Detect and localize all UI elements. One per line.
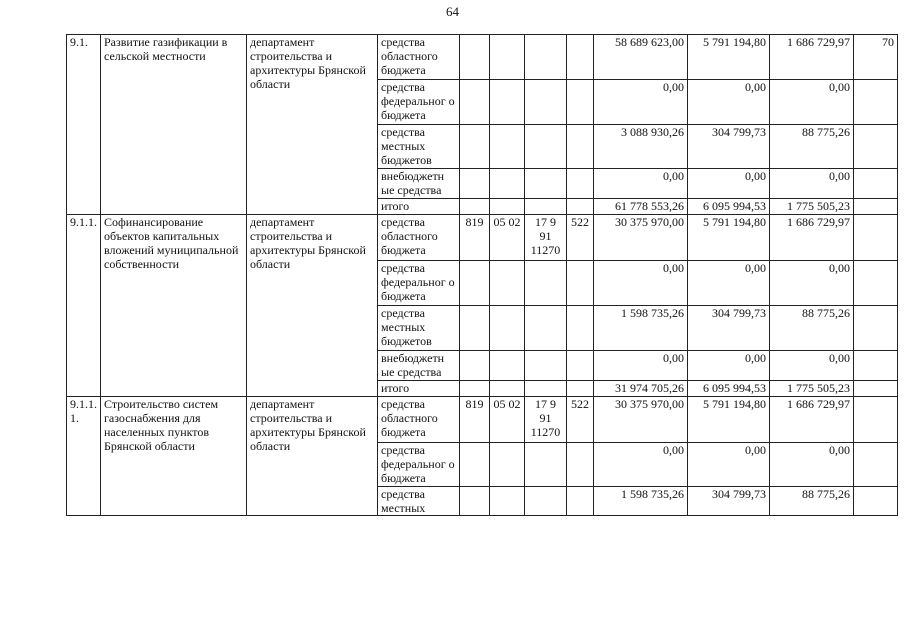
code-cell [460,381,490,397]
extra-cell [854,215,898,261]
code-cell [567,35,594,80]
code-cell [460,80,490,125]
item-executor: департамент строительства и архитектуры Брянской области [247,35,378,215]
amount-cell: 0,00 [770,351,854,381]
item-name: Софинансирование объектов капитальных вложений муниципальной собственности [101,215,247,397]
code-cell [525,80,567,125]
code-cell: 522 [567,397,594,443]
code-cell [567,351,594,381]
amount-cell: 31 974 705,26 [594,381,688,397]
extra-cell [854,351,898,381]
funding-source: средства местных [378,487,460,516]
code-cell [525,169,567,199]
code-cell [490,306,525,351]
item-number-line: 9.1.1. [70,397,97,411]
funding-source: средства федеральног о бюджета [378,80,460,125]
amount-cell: 1 686 729,97 [770,397,854,443]
item-name: Развитие газификации в сельской местности [101,35,247,215]
code-line: 11270 [530,243,561,257]
code-cell [525,381,567,397]
amount-cell: 5 791 194,80 [688,35,770,80]
code-cell [567,261,594,306]
code-cell [525,351,567,381]
extra-cell [854,397,898,443]
amount-cell: 0,00 [594,261,688,306]
code-cell [490,199,525,215]
extra-cell [854,306,898,351]
extra-cell [854,199,898,215]
extra-cell [854,443,898,487]
amount-cell: 5 791 194,80 [688,215,770,261]
code-cell [460,199,490,215]
code-cell [490,351,525,381]
funding-source: средства федеральног о бюджета [378,261,460,306]
amount-cell: 0,00 [594,443,688,487]
table-row [67,35,898,80]
code-cell [525,261,567,306]
amount-cell: 0,00 [770,261,854,306]
code-line: 17 9 91 [535,215,556,243]
amount-cell: 1 775 505,23 [770,381,854,397]
budget-table [66,34,898,516]
code-cell [567,443,594,487]
table-row [67,397,898,443]
amount-cell: 61 778 553,26 [594,199,688,215]
amount-cell: 58 689 623,00 [594,35,688,80]
funding-source: средства областного бюджета [378,397,460,443]
code-cell [567,125,594,169]
code-cell [525,125,567,169]
code-cell [567,487,594,516]
amount-cell: 304 799,73 [688,125,770,169]
amount-cell: 1 686 729,97 [770,215,854,261]
code-cell [490,443,525,487]
code-cell [525,199,567,215]
item-number: 9.1.1. [67,215,101,397]
amount-cell: 88 775,26 [770,125,854,169]
item-executor: департамент строительства и архитектуры Брянской области [247,215,378,397]
amount-cell: 30 375 970,00 [594,397,688,443]
code-cell [525,215,567,261]
amount-cell: 304 799,73 [688,487,770,516]
code-cell [525,487,567,516]
code-cell [460,261,490,306]
amount-cell: 1 598 735,26 [594,306,688,351]
funding-source: итого [378,381,460,397]
funding-source: итого [378,199,460,215]
code-cell [460,487,490,516]
amount-cell: 0,00 [688,351,770,381]
extra-cell [854,80,898,125]
amount-cell: 0,00 [770,80,854,125]
item-number-line: 1. [70,411,79,425]
funding-source: внебюджетн ые средства [378,351,460,381]
code-cell: 05 02 [490,397,525,443]
extra-cell: 70 [854,35,898,80]
code-cell [460,351,490,381]
code-cell [525,397,567,443]
item-name: Строительство систем газоснабжения для населенных пунктов Брянской области [101,397,247,516]
extra-cell [854,261,898,306]
amount-cell: 88 775,26 [770,306,854,351]
code-cell [490,80,525,125]
amount-cell: 3 088 930,26 [594,125,688,169]
code-cell: 819 [460,397,490,443]
code-cell [525,35,567,80]
amount-cell: 0,00 [688,443,770,487]
code-cell [460,443,490,487]
code-cell [460,306,490,351]
page-number: 64 [446,4,459,19]
item-number: 9.1. [67,35,101,215]
amount-cell: 1 686 729,97 [770,35,854,80]
code-cell [460,35,490,80]
code-cell [490,125,525,169]
code-cell [567,80,594,125]
code-cell [460,169,490,199]
funding-source: средства областного бюджета [378,215,460,261]
amount-cell: 0,00 [594,169,688,199]
code-cell: 05 02 [490,215,525,261]
extra-cell [854,125,898,169]
amount-cell: 304 799,73 [688,306,770,351]
extra-cell [854,381,898,397]
amount-cell: 0,00 [688,80,770,125]
funding-source: средства местных бюджетов [378,125,460,169]
funding-source: средства областного бюджета [378,35,460,80]
code-cell [567,199,594,215]
amount-cell: 0,00 [770,169,854,199]
amount-cell: 88 775,26 [770,487,854,516]
code-line: 11270 [530,425,561,439]
code-cell [567,381,594,397]
amount-cell: 1 775 505,23 [770,199,854,215]
code-cell [567,169,594,199]
amount-cell: 0,00 [688,169,770,199]
code-cell [567,306,594,351]
code-cell [460,125,490,169]
amount-cell: 6 095 994,53 [688,381,770,397]
extra-cell [854,169,898,199]
code-cell: 819 [460,215,490,261]
code-cell [490,169,525,199]
amount-cell: 0,00 [594,80,688,125]
amount-cell: 6 095 994,53 [688,199,770,215]
item-executor: департамент строительства и архитектуры Брянской области [247,397,378,516]
funding-source: средства федеральног о бюджета [378,443,460,487]
amount-cell: 30 375 970,00 [594,215,688,261]
code-cell [525,306,567,351]
amount-cell: 5 791 194,80 [688,397,770,443]
code-cell [490,35,525,80]
code-cell [490,487,525,516]
code-cell [490,261,525,306]
amount-cell: 0,00 [688,261,770,306]
amount-cell: 0,00 [594,351,688,381]
code-line: 17 9 91 [535,397,556,425]
funding-source: средства местных бюджетов [378,306,460,351]
code-cell: 522 [567,215,594,261]
code-cell [490,381,525,397]
amount-cell: 0,00 [770,443,854,487]
code-cell [525,443,567,487]
amount-cell: 1 598 735,26 [594,487,688,516]
extra-cell [854,487,898,516]
table-row [67,215,898,261]
funding-source: внебюджетн ые средства [378,169,460,199]
item-number [67,397,101,516]
